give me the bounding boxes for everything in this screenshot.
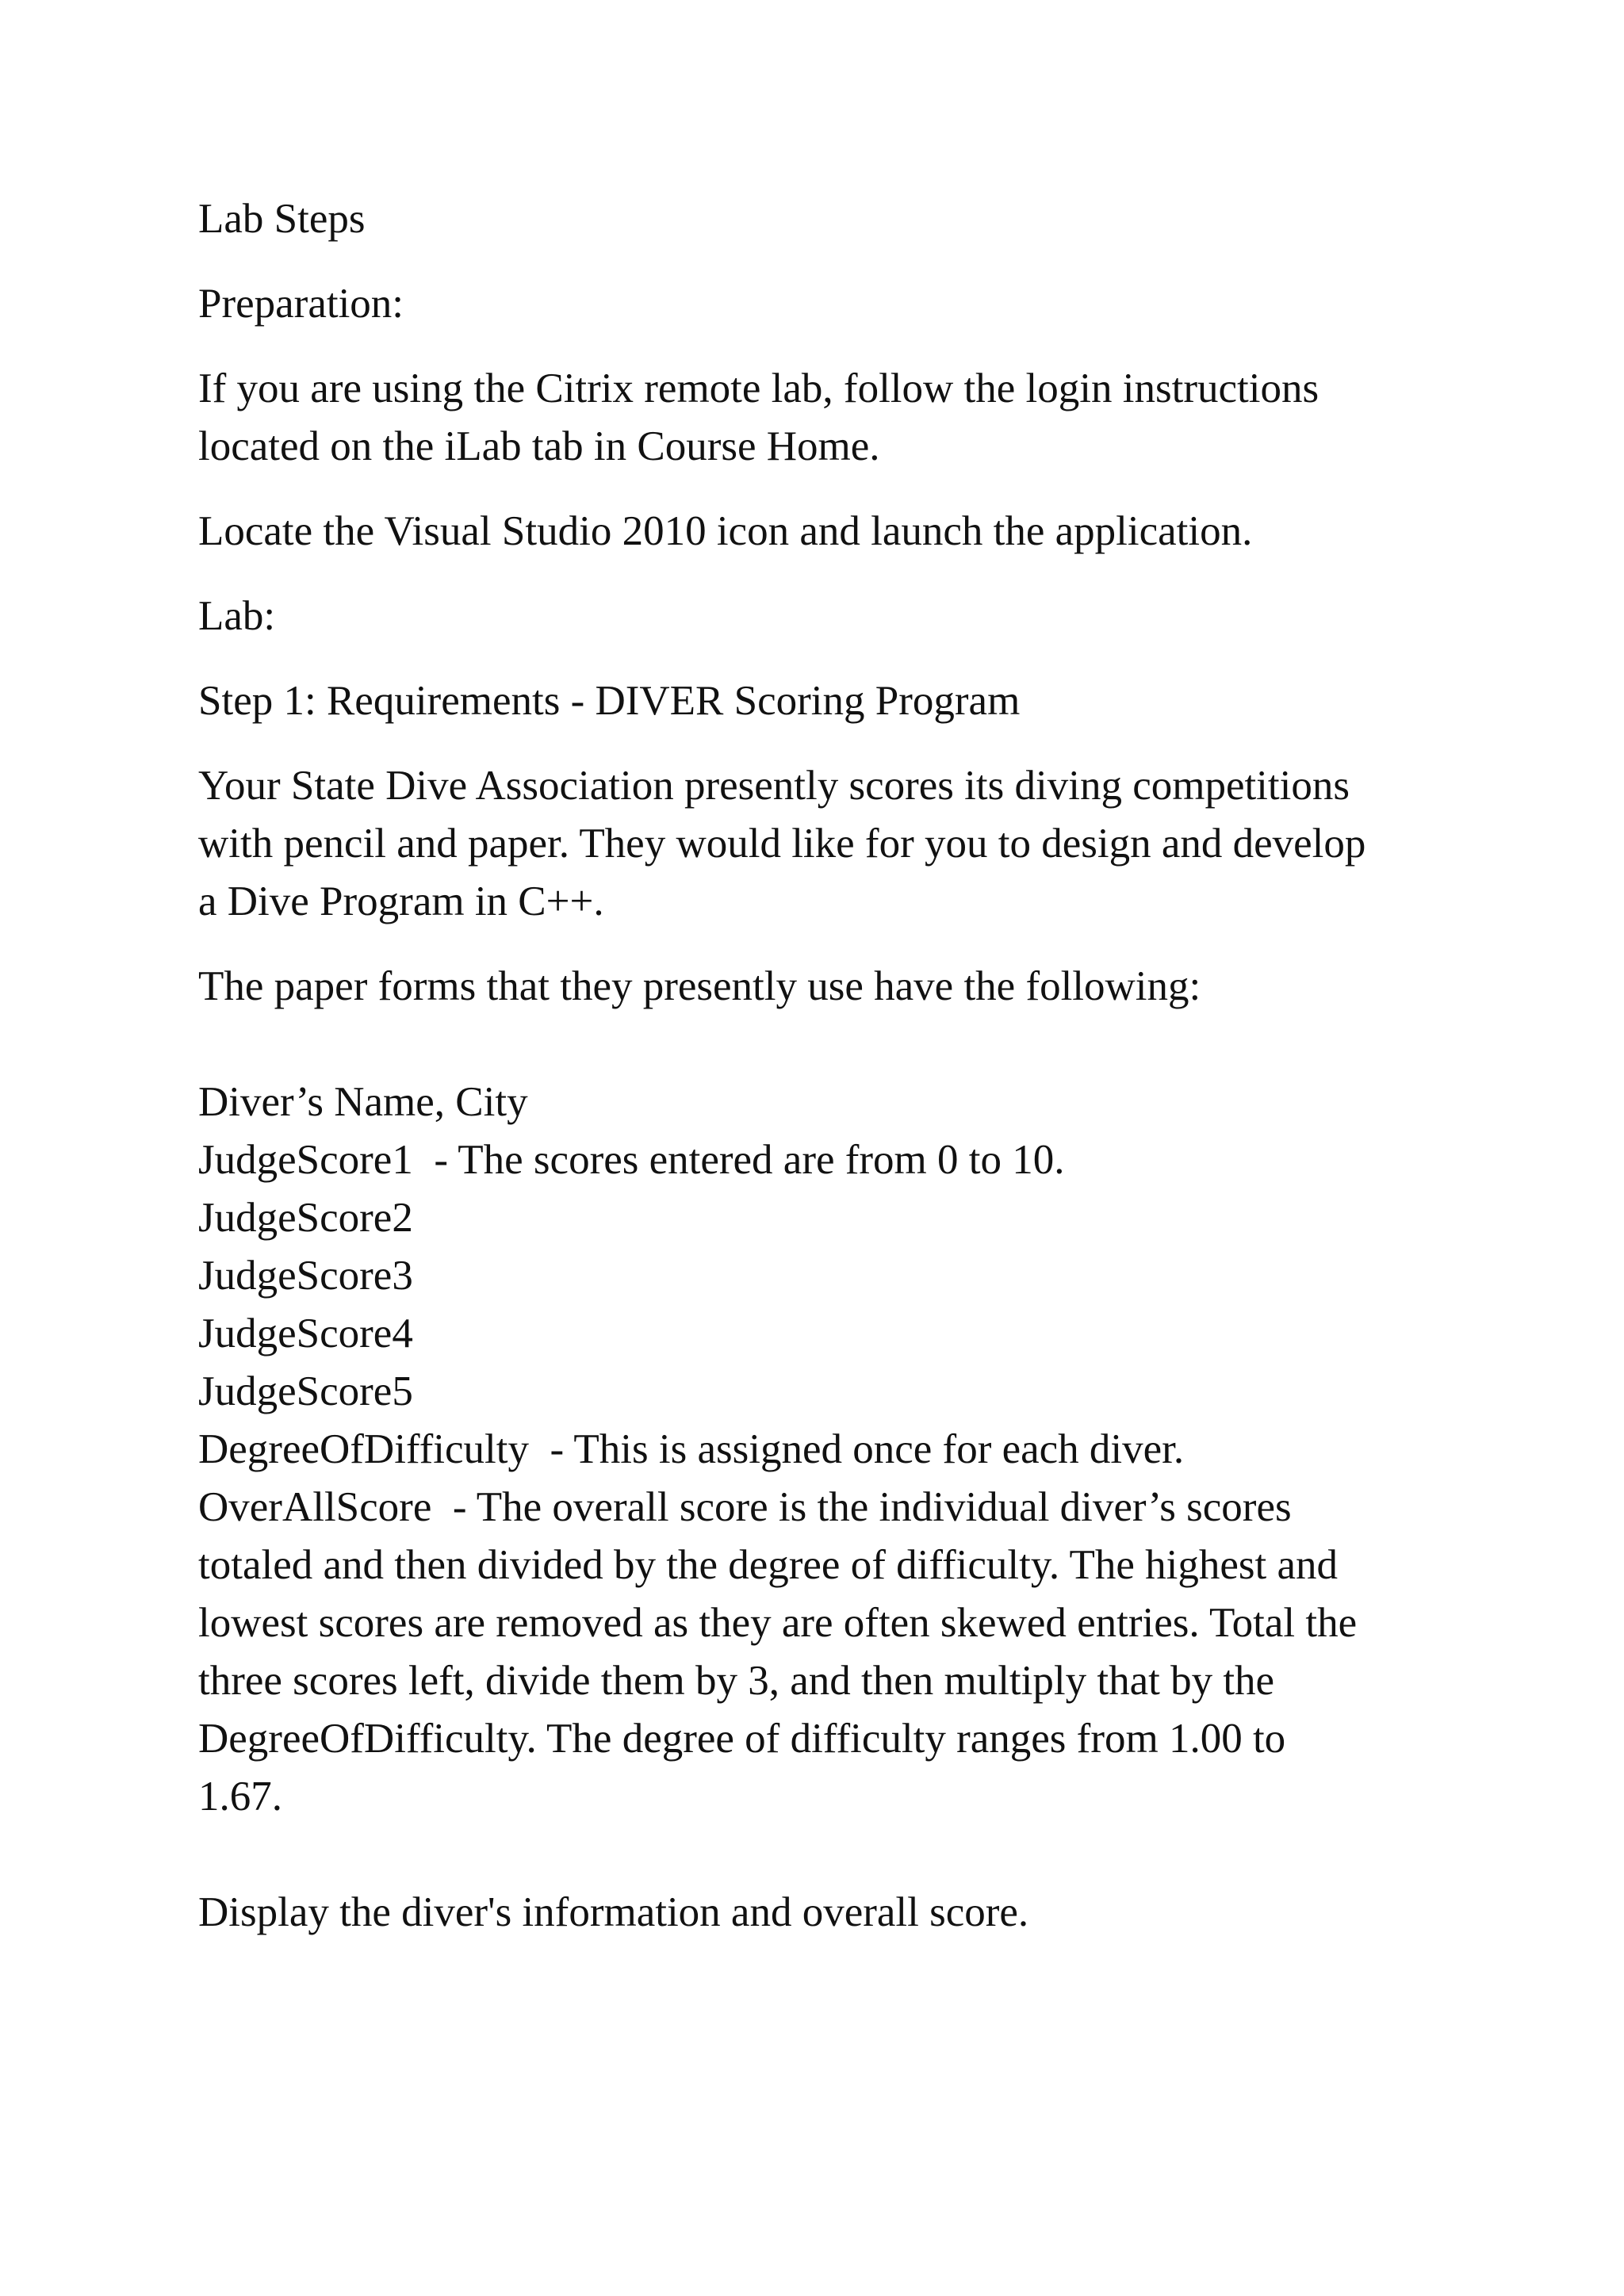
paper-forms-intro: The paper forms that they presently use have the following: xyxy=(198,963,1201,1009)
form-field-judge-score-4: JudgeScore4 xyxy=(198,1311,413,1357)
preparation-paragraph-visual-studio: Locate the Visual Studio 2010 icon and launch the application. xyxy=(198,508,1253,554)
form-field-judge-score-3: JudgeScore3 xyxy=(198,1253,413,1299)
form-field-judge-score-1: JudgeScore1 - The scores entered are from 0 to 10. xyxy=(198,1137,1065,1183)
final-instruction: Display the diver's information and overall score. xyxy=(198,1889,1029,1935)
form-field-judge-score-5: JudgeScore5 xyxy=(198,1368,413,1414)
preparation-paragraph-citrix: If you are using the Citrix remote lab, follow the login instructions located on the iLab tab in Course Home. xyxy=(198,365,1320,469)
lab-steps-heading: Lab Steps xyxy=(198,196,366,242)
step-1-description: Your State Dive Association presently scores its diving competitions with pencil and paper. They would like for you to design and develop a Dive Program in C++. xyxy=(198,763,1366,924)
step-1-title: Step 1: Requirements - DIVER Scoring Program xyxy=(198,678,1021,724)
form-field-overall-score: OverAllScore - The overall score is the individual diver’s scores totaled and then divided by the degree of difficulty. The highest and lowest scores are removed as they are often skewed entries. Total the three scores left, divide them by 3, and then multiply that by the DegreeOfDifficulty. The degree of difficulty ranges from 1.00 to 1.67. xyxy=(198,1484,1358,1820)
blank-line xyxy=(198,1016,1435,1073)
form-field-divers-name: Diver’s Name, City xyxy=(198,1079,528,1125)
form-fields-list xyxy=(198,1073,1435,1826)
form-field-degree-of-difficulty: DegreeOfDifficulty - This is assigned once for each diver. xyxy=(198,1426,1185,1472)
lab-label: Lab: xyxy=(198,593,276,639)
document-body xyxy=(198,190,1435,1969)
blank-line xyxy=(198,1826,1435,1884)
form-field-judge-score-2: JudgeScore2 xyxy=(198,1195,413,1241)
preparation-label: Preparation: xyxy=(198,281,404,327)
